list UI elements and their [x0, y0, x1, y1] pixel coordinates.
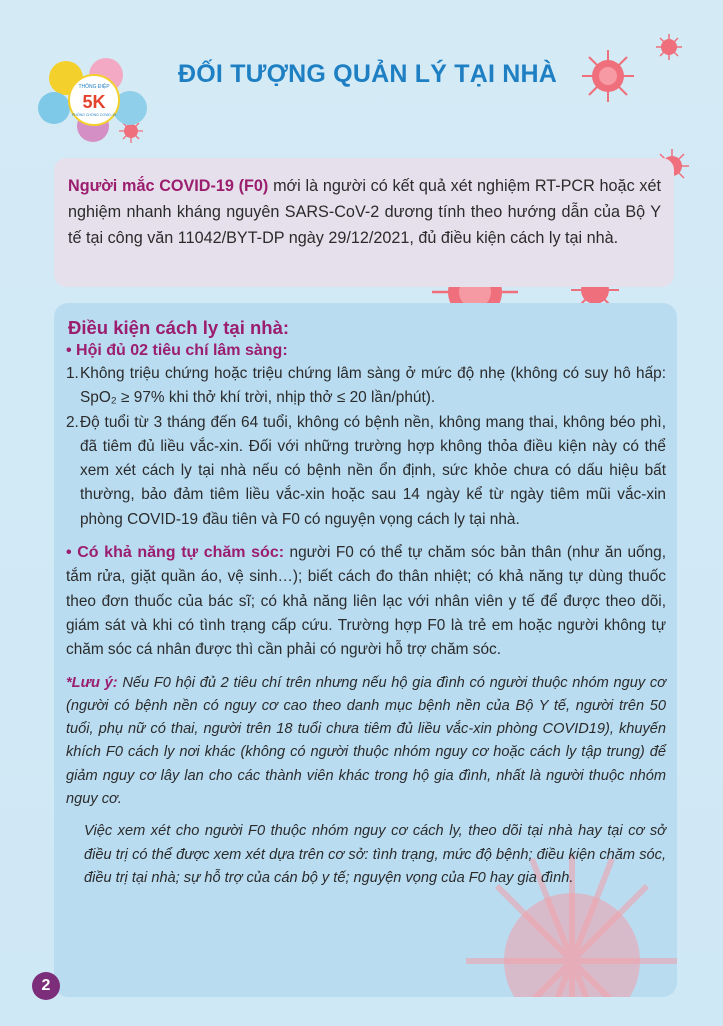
intro-paragraph: [68, 173, 661, 251]
logo-caption: PHÒNG CHỐNG COVID-19: [72, 113, 116, 117]
logo-text: 5K: [82, 92, 106, 112]
criteria-item-number: 2.: [66, 413, 79, 431]
5k-message-logo: [38, 56, 148, 144]
criteria-heading: • Hội đủ 02 tiêu chí lâm sàng:: [66, 342, 288, 359]
criteria-item: [66, 411, 666, 532]
page-title: ĐỐI TƯỢNG QUẢN LÝ TẠI NHÀ: [178, 60, 557, 88]
note-paragraph: [66, 672, 666, 812]
conditions-heading: Điều kiện cách ly tại nhà:: [68, 317, 290, 338]
intro-text: mới là người có kết quả xét nghiệm RT-PCR hoặc xét nghiệm nhanh kháng nguyên SARS-CoV-2 dương tính theo hướng dẫn của Bộ Y tế tại công văn 11042/BYT-DP ngày 29/12/2021, đủ điều kiện cách ly tại nhà.: [68, 177, 662, 247]
page-number: 2: [32, 972, 60, 1000]
selfcare-text: người F0 có thể tự chăm sóc bản thân (như ăn uống, tắm rửa, giặt quần áo, vệ sinh…); biết cách đo thân nhiệt; có khả năng tự dùng thuốc theo đơn thuốc của bác sĩ; có khả năng liên lạc với nhân viên y tế để được theo dõi, giám sát và khi có tình trạng cấp cứu. Trường hợp F0 là trẻ em hoặc người không tự chăm sóc cá nhân được thì cần phải có người hỗ trợ chăm sóc.: [66, 544, 667, 659]
criteria-item-text: Độ tuổi từ 3 tháng đến 64 tuổi, không có bệnh nền, không mang thai, không béo phì, đã tiêm đủ liều vắc-xin. Đối với những trường hợp không thỏa điều kiện này có thể xem xét cách ly tại nhà nếu có bệnh nền ổn định, sức khỏe chưa có dấu hiệu bất thường, bảo đảm tiêm liều vắc-xin hoặc sau 14 ngày kể từ ngày tiêm mũi vắc-xin phòng COVID-19 đầu tiên và F0 có nguyện vọng cách ly tại nhà.: [80, 413, 666, 528]
intro-box: [54, 158, 674, 287]
selfcare-label: • Có khả năng tự chăm sóc:: [66, 544, 285, 562]
selfcare-paragraph: [66, 541, 666, 662]
note2-paragraph: Việc xem xét cho người F0 thuộc nhóm nguy cơ cách ly, theo dõi tại nhà hay tại cơ sở điều trị có thể được xem xét dựa trên cơ sở: tình trạng, mức độ bệnh; điều kiện chăm sóc, điều trị tại nhà; sự hỗ trợ của cán bộ y tế; nguyện vọng của F0 hay gia đình.: [84, 823, 666, 886]
note-text: Nếu F0 hội đủ 2 tiêu chí trên nhưng nếu hộ gia đình có người thuộc nhóm nguy cơ (người có bệnh nền có nguy cơ cao theo danh mục bệnh nền của Bộ Y tế, người trên 50 tuổi, phụ nữ có thai, người trên 18 tuổi chưa tiêm đủ liều vắc-xin phòng COVID19), khuyến khích F0 cách ly nơi khác (không có người thuộc nhóm nguy cơ hoặc cách ly tập trung) để giảm nguy cơ lây lan cho các thành viên khác trong hộ gia đình, nhất là người thuộc nhóm nguy cơ.: [66, 674, 666, 808]
logo-subtitle: THÔNG ĐIỆP: [78, 84, 110, 90]
virus-icon: [655, 33, 683, 61]
criteria-item-number: 1.: [66, 365, 79, 382]
criteria-item-text: Không triệu chứng hoặc triệu chứng lâm sàng ở mức độ nhẹ (không có suy hô hấp: SpO₂ ≥ 97% khi thở khí trời, nhịp thở ≤ 20 lần/phút).: [80, 365, 666, 407]
criteria-item: [66, 362, 666, 411]
conditions-box: [54, 303, 677, 997]
virus-icon: [580, 48, 636, 104]
note-label: *Lưu ý:: [66, 674, 118, 691]
intro-highlight: Người mắc COVID-19 (F0): [68, 177, 269, 195]
